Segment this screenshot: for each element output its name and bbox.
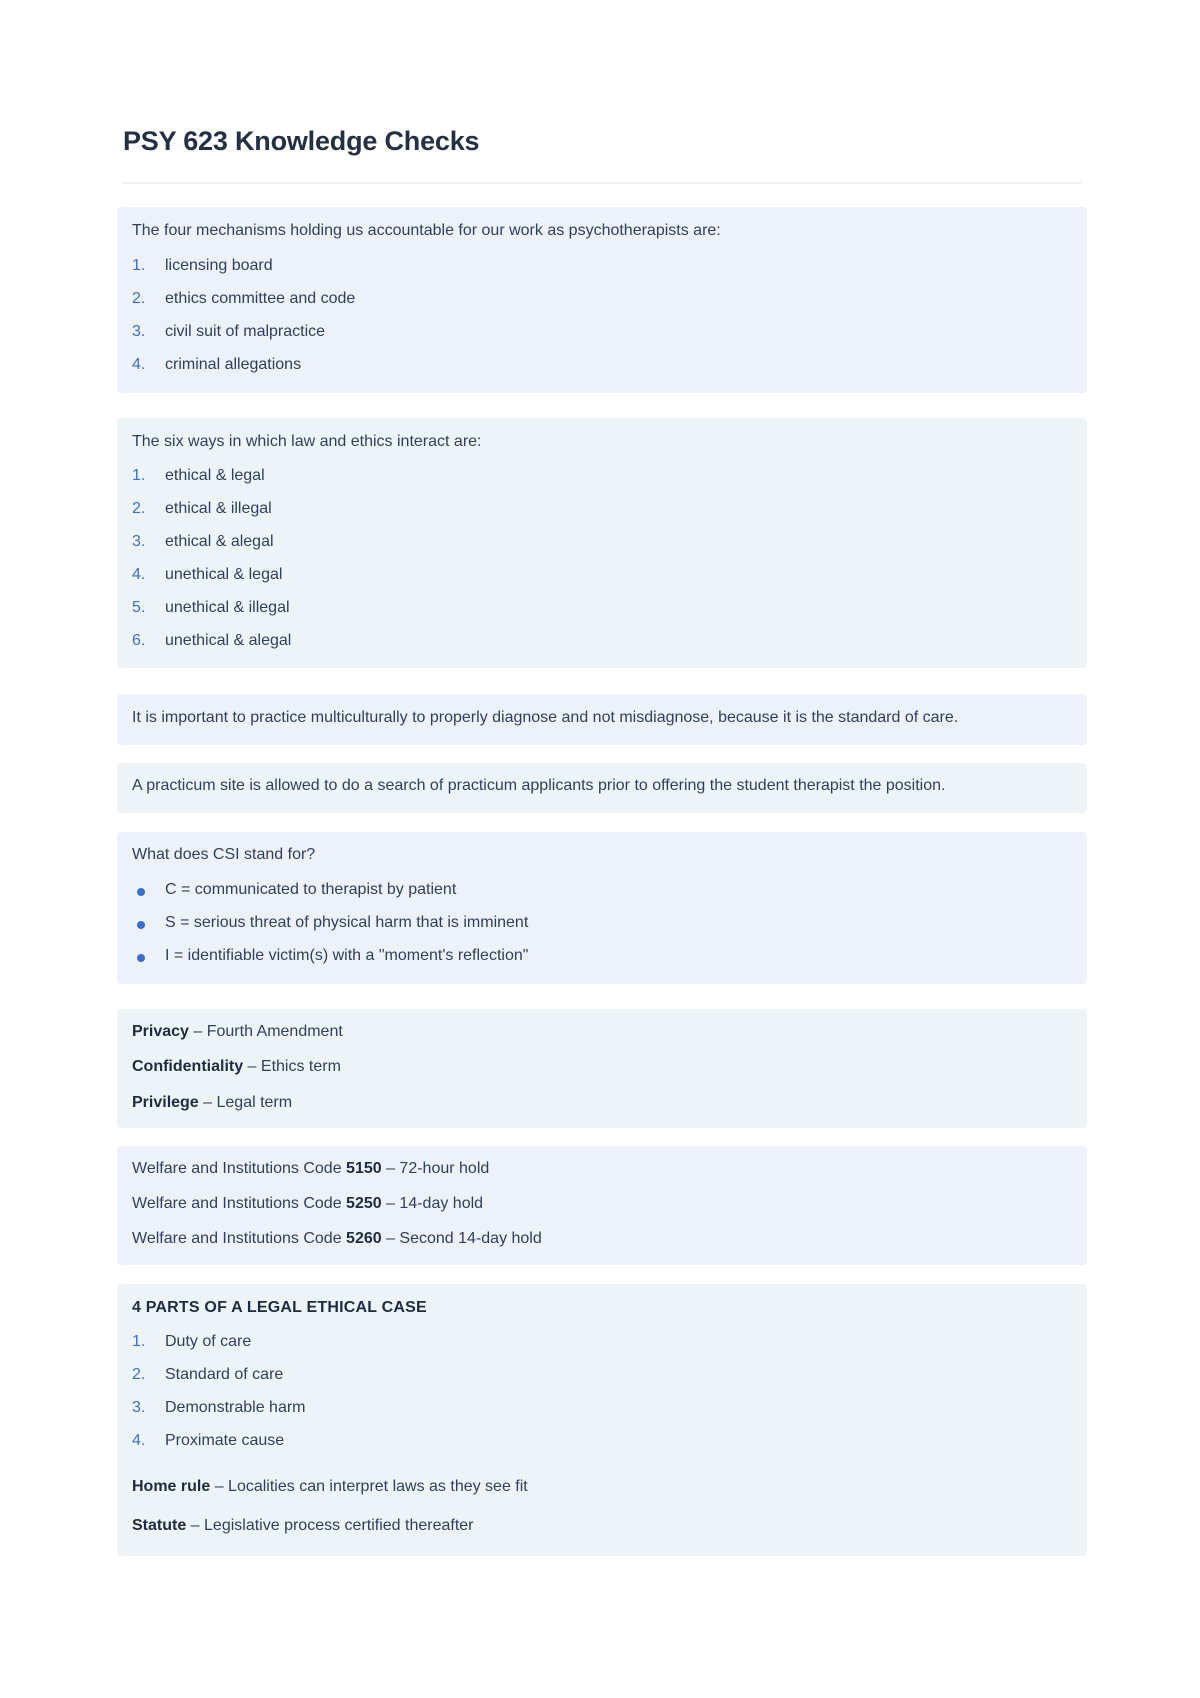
multicultural-text: It is important to practice multiculturally to properly diagnose and not misdiagnose, because it is the standard of care. [132, 709, 959, 726]
list-number: 3. [132, 1399, 146, 1416]
page-title: PSY 623 Knowledge Checks [123, 126, 480, 156]
practicum-text: A practicum site is allowed to do a search of practicum applicants prior to offering the student therapist the position. [132, 777, 946, 794]
list-number: 5. [132, 599, 146, 616]
list-item: C = communicated to therapist by patient [165, 881, 457, 898]
term-definition: – Fourth Amendment [188, 1023, 343, 1040]
term-definition: – Legal term [198, 1094, 293, 1111]
title-divider [123, 182, 1081, 184]
codes-card [117, 1146, 1087, 1265]
intersections-intro: The six ways in which law and ethics interact are: [132, 433, 482, 450]
legal-case-card [117, 1284, 1087, 1556]
code-description: – Second 14-day hold [381, 1230, 542, 1247]
term-row [132, 1478, 1072, 1496]
list-number: 1. [132, 1333, 146, 1350]
list-number: 2. [132, 500, 146, 517]
code-number: 5250 [346, 1195, 382, 1212]
term-row [132, 1517, 1072, 1535]
list-item: unethical & illegal [165, 599, 290, 616]
term-row [132, 1023, 1072, 1041]
list-item: licensing board [165, 257, 273, 274]
term-label: Privilege [132, 1094, 199, 1111]
list-item: I = identifiable victim(s) with a "moment's reflection" [165, 947, 529, 964]
code-number: 5150 [346, 1160, 382, 1177]
list-item: civil suit of malpractice [165, 323, 326, 340]
legal-case-heading: 4 PARTS OF A LEGAL ETHICAL CASE [132, 1299, 427, 1316]
bullet-dot [137, 954, 145, 962]
code-description: – 72-hour hold [381, 1160, 490, 1177]
code-row [132, 1230, 1072, 1248]
mechanisms-intro: The four mechanisms holding us accountable for our work as psychotherapists are: [132, 222, 721, 239]
multicultural-card [117, 694, 1087, 745]
list-number: 1. [132, 467, 146, 484]
list-item: unethical & legal [165, 566, 283, 583]
list-number: 4. [132, 566, 146, 583]
csi-card [117, 832, 1087, 984]
practicum-card [117, 763, 1087, 813]
list-item: ethical & alegal [165, 533, 274, 550]
list-number: 6. [132, 632, 146, 649]
list-item: ethics committee and code [165, 290, 356, 307]
term-definition: – Ethics term [243, 1058, 341, 1075]
terms-card [117, 1009, 1087, 1128]
code-prefix: Welfare and Institutions Code [132, 1230, 347, 1247]
term-label: Confidentiality [132, 1058, 244, 1075]
list-number: 1. [132, 257, 146, 274]
list-number: 4. [132, 1432, 146, 1449]
term-row [132, 1058, 1072, 1076]
intersections-card [117, 418, 1087, 668]
code-prefix: Welfare and Institutions Code [132, 1160, 347, 1177]
list-number: 3. [132, 323, 146, 340]
term-label: Statute [132, 1517, 187, 1534]
code-prefix: Welfare and Institutions Code [132, 1195, 347, 1212]
term-definition: – Localities can interpret laws as they see fit [210, 1478, 528, 1495]
list-item: criminal allegations [165, 356, 302, 373]
list-number: 2. [132, 290, 146, 307]
term-label: Home rule [132, 1478, 211, 1495]
term-label: Privacy [132, 1023, 189, 1040]
list-item: unethical & alegal [165, 632, 292, 649]
list-item: ethical & legal [165, 467, 265, 484]
code-row [132, 1160, 1072, 1178]
code-number: 5260 [346, 1230, 382, 1247]
list-item: Standard of care [165, 1366, 284, 1383]
bullet-dot [137, 921, 145, 929]
bullet-dot [137, 888, 145, 896]
list-item: S = serious threat of physical harm that is imminent [165, 914, 529, 931]
list-item: Demonstrable harm [165, 1399, 306, 1416]
term-row [132, 1094, 1072, 1112]
list-item: Duty of care [165, 1333, 252, 1350]
csi-question: What does CSI stand for? [132, 846, 316, 863]
code-row [132, 1195, 1072, 1213]
list-number: 4. [132, 356, 146, 373]
term-definition: – Legislative process certified thereafter [186, 1517, 474, 1534]
list-number: 3. [132, 533, 146, 550]
list-item: ethical & illegal [165, 500, 272, 517]
code-description: – 14-day hold [381, 1195, 484, 1212]
mechanisms-card [117, 207, 1087, 393]
list-item: Proximate cause [165, 1432, 285, 1449]
list-number: 2. [132, 1366, 146, 1383]
